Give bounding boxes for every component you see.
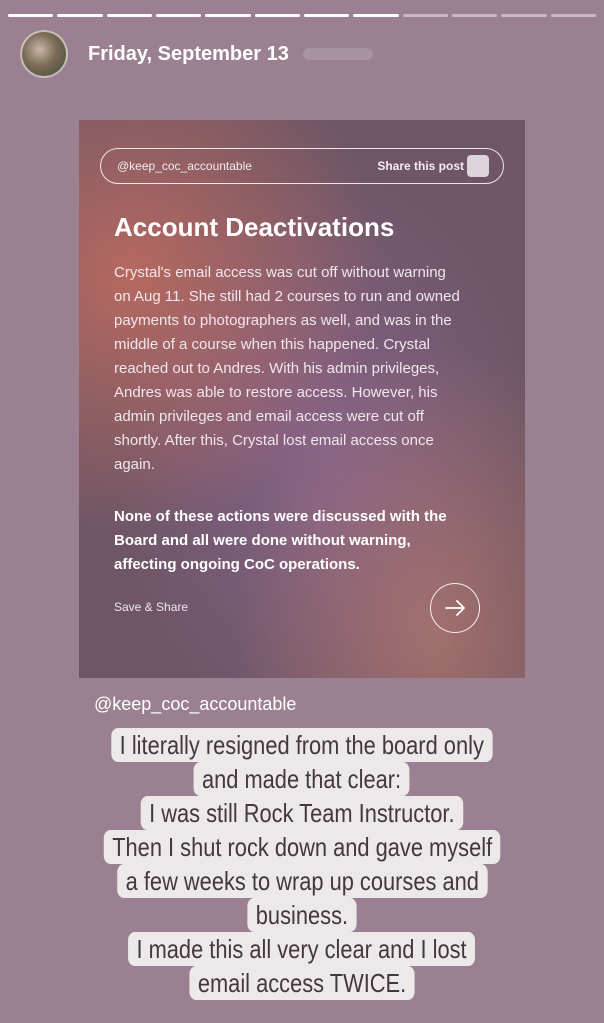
save-share-label: Save & Share	[114, 600, 189, 614]
progress-segment	[452, 14, 497, 17]
share-post-label: Share this post	[377, 159, 464, 173]
caption-line: I was still Rock Team Instructor.	[141, 796, 463, 830]
post-handle: @keep_coc_accountable	[117, 159, 252, 173]
post-title: Account Deactivations	[114, 212, 395, 242]
progress-segment	[403, 14, 448, 17]
caption-text-block	[0, 728, 604, 1000]
caption-line: and made that clear:	[194, 762, 410, 796]
progress-segment	[353, 14, 398, 17]
profile-avatar[interactable]	[20, 30, 68, 78]
progress-segment	[551, 14, 596, 17]
caption-line: I literally resigned from the board only	[112, 728, 493, 762]
caption-line: Then I shut rock down and gave myself	[104, 830, 501, 864]
progress-segment	[205, 14, 250, 17]
post-emphasis: None of these actions were discussed with the Board and all were done without warning, affecting ongoing CoC operations.	[114, 508, 447, 573]
blurred-username	[303, 48, 373, 60]
shared-post-card[interactable]	[79, 120, 525, 678]
progress-segment	[57, 14, 102, 17]
progress-segment	[156, 14, 201, 17]
share-post-button[interactable]	[377, 155, 489, 177]
story-header	[20, 30, 373, 78]
caption-line: I made this all very clear and I lost	[129, 932, 476, 966]
progress-segment	[501, 14, 546, 17]
caption-line: a few weeks to wrap up courses and	[117, 864, 487, 898]
progress-segment	[304, 14, 349, 17]
caption-line: email access TWICE.	[189, 966, 414, 1000]
progress-segment	[107, 14, 152, 17]
mention-sticker[interactable]: @keep_coc_accountable	[88, 692, 302, 717]
share-icon	[467, 155, 489, 177]
caption-line: business.	[247, 898, 356, 932]
story-progress-bar	[8, 14, 596, 17]
next-arrow-button[interactable]	[430, 583, 480, 633]
post-header-pill	[100, 148, 504, 184]
story-date: Friday, September 13	[88, 42, 289, 65]
post-body: Crystal's email access was cut off without warning on Aug 11. She still had 2 courses to run and owned payments to photographers as well, and was in the middle of a course when this happened. Crystal reached out to Andres. With his admin privileges, Andres was able to restore access. However, his admin privileges and email access were cut off shortly. After this, Crystal lost email access once again.	[114, 264, 460, 473]
progress-segment	[255, 14, 300, 17]
arrow-right-icon	[443, 596, 467, 620]
progress-segment	[8, 14, 53, 17]
